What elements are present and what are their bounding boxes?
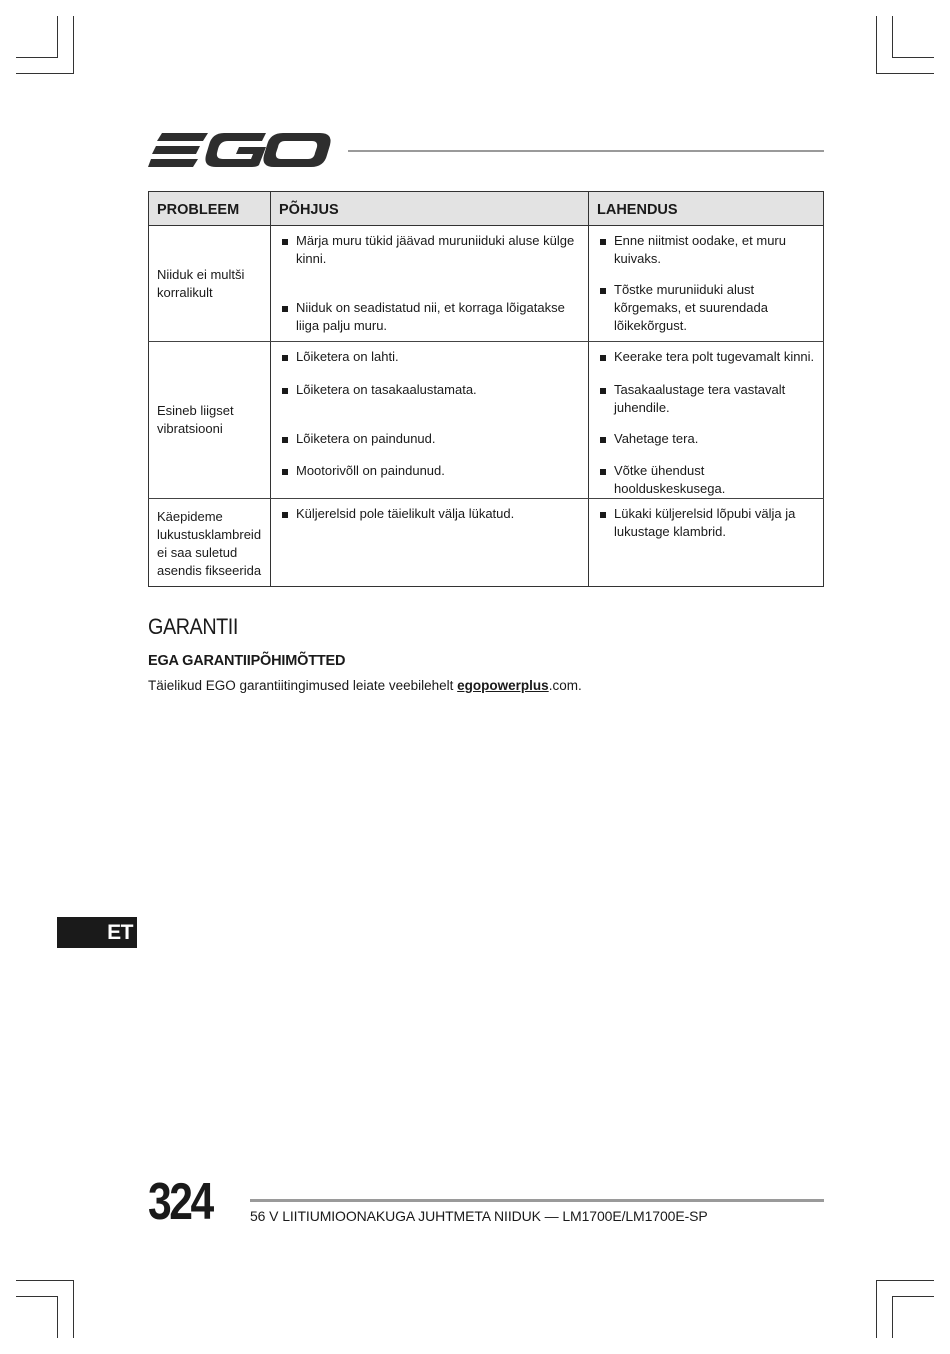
cause-cell bbox=[271, 226, 589, 342]
crop-mark bbox=[73, 16, 74, 74]
cause-item: Lõiketera on tasakaalustamata. bbox=[271, 381, 588, 399]
warranty-title: GARANTII bbox=[148, 614, 238, 639]
crop-mark bbox=[876, 73, 934, 74]
header-rule bbox=[348, 150, 824, 152]
table-row bbox=[149, 226, 824, 342]
crop-mark bbox=[57, 1296, 58, 1338]
problem-cell bbox=[149, 499, 271, 587]
crop-mark bbox=[892, 1296, 934, 1297]
crop-mark bbox=[16, 1296, 58, 1297]
problem-cell bbox=[149, 226, 271, 342]
table-row bbox=[149, 342, 824, 499]
solution-cell bbox=[589, 226, 824, 342]
solution-cell bbox=[589, 342, 824, 499]
problem-text: Niiduk ei multši korralikult bbox=[157, 266, 245, 300]
cause-item: Niiduk on seadistatud nii, et korraga lõigatakse liiga palju muru. bbox=[271, 299, 588, 335]
header-cause: PÕHJUS bbox=[271, 192, 589, 226]
solution-item: Keerake tera polt tugevamalt kinni. bbox=[589, 348, 823, 366]
crop-mark bbox=[876, 1280, 877, 1338]
cause-cell bbox=[271, 342, 589, 499]
solution-item: Tõstke muruniiduki alust kõrgemaks, et suurendada lõikekõrgust. bbox=[589, 281, 823, 335]
problem-cell bbox=[149, 342, 271, 499]
crop-mark bbox=[16, 1280, 74, 1281]
ego-logo bbox=[148, 128, 333, 174]
warranty-text bbox=[148, 678, 582, 693]
solution-item: Enne niitmist oodake, et muru kuivaks. bbox=[589, 232, 823, 268]
page-number: 324 bbox=[148, 1173, 212, 1231]
solution-cell bbox=[589, 499, 824, 587]
crop-mark bbox=[57, 16, 58, 58]
crop-mark bbox=[16, 57, 58, 58]
cause-cell bbox=[271, 499, 589, 587]
solution-item: Võtke ühendust hoolduskeskusega. bbox=[589, 462, 823, 498]
footer-title: 56 V LIITIUMIOONAKUGA JUHTMETA NIIDUK — LM1700E/LM1700E-SP bbox=[250, 1208, 708, 1224]
footer-rule bbox=[250, 1199, 824, 1202]
header-problem: PROBLEEM bbox=[149, 192, 271, 226]
language-tab: ET bbox=[57, 917, 137, 948]
crop-mark bbox=[892, 57, 934, 58]
table-header-row bbox=[149, 192, 824, 226]
problem-text: Esineb liigset vibratsiooni bbox=[157, 403, 234, 436]
problem-text: Käepideme lukustusklambreid ei saa suletud asendis fikseerida bbox=[157, 509, 262, 578]
cause-item: Mootorivõll on paindunud. bbox=[271, 462, 588, 480]
header-solution: LAHENDUS bbox=[589, 192, 824, 226]
cause-item: Lõiketera on paindunud. bbox=[271, 430, 588, 448]
warranty-link[interactable]: egopowerplus bbox=[457, 678, 549, 693]
logo-text: EGO bbox=[148, 128, 151, 129]
table-row bbox=[149, 499, 824, 587]
crop-mark bbox=[892, 1296, 893, 1338]
solution-item: Lükaki küljerelsid lõpubi välja ja lukustage klambrid. bbox=[589, 505, 823, 541]
crop-mark bbox=[73, 1280, 74, 1338]
cause-item: Märja muru tükid jäävad muruniiduki aluse külge kinni. bbox=[271, 232, 588, 268]
crop-mark bbox=[876, 1280, 934, 1281]
troubleshooting-table bbox=[148, 191, 824, 587]
cause-item: Lõiketera on lahti. bbox=[271, 348, 588, 366]
crop-mark bbox=[16, 73, 74, 74]
solution-item: Vahetage tera. bbox=[589, 430, 823, 448]
crop-mark bbox=[892, 16, 893, 58]
warranty-text-after: .com. bbox=[548, 678, 582, 693]
warranty-text-before: Täielikud EGO garantiitingimused leiate veebilehelt bbox=[148, 678, 458, 693]
crop-mark bbox=[876, 16, 877, 74]
cause-item: Küljerelsid pole täielikult välja lükatud. bbox=[271, 505, 588, 523]
solution-item: Tasakaalustage tera vastavalt juhendile. bbox=[589, 381, 823, 417]
warranty-subtitle: EGA GARANTIIPÕHIMÕTTED bbox=[148, 653, 346, 669]
